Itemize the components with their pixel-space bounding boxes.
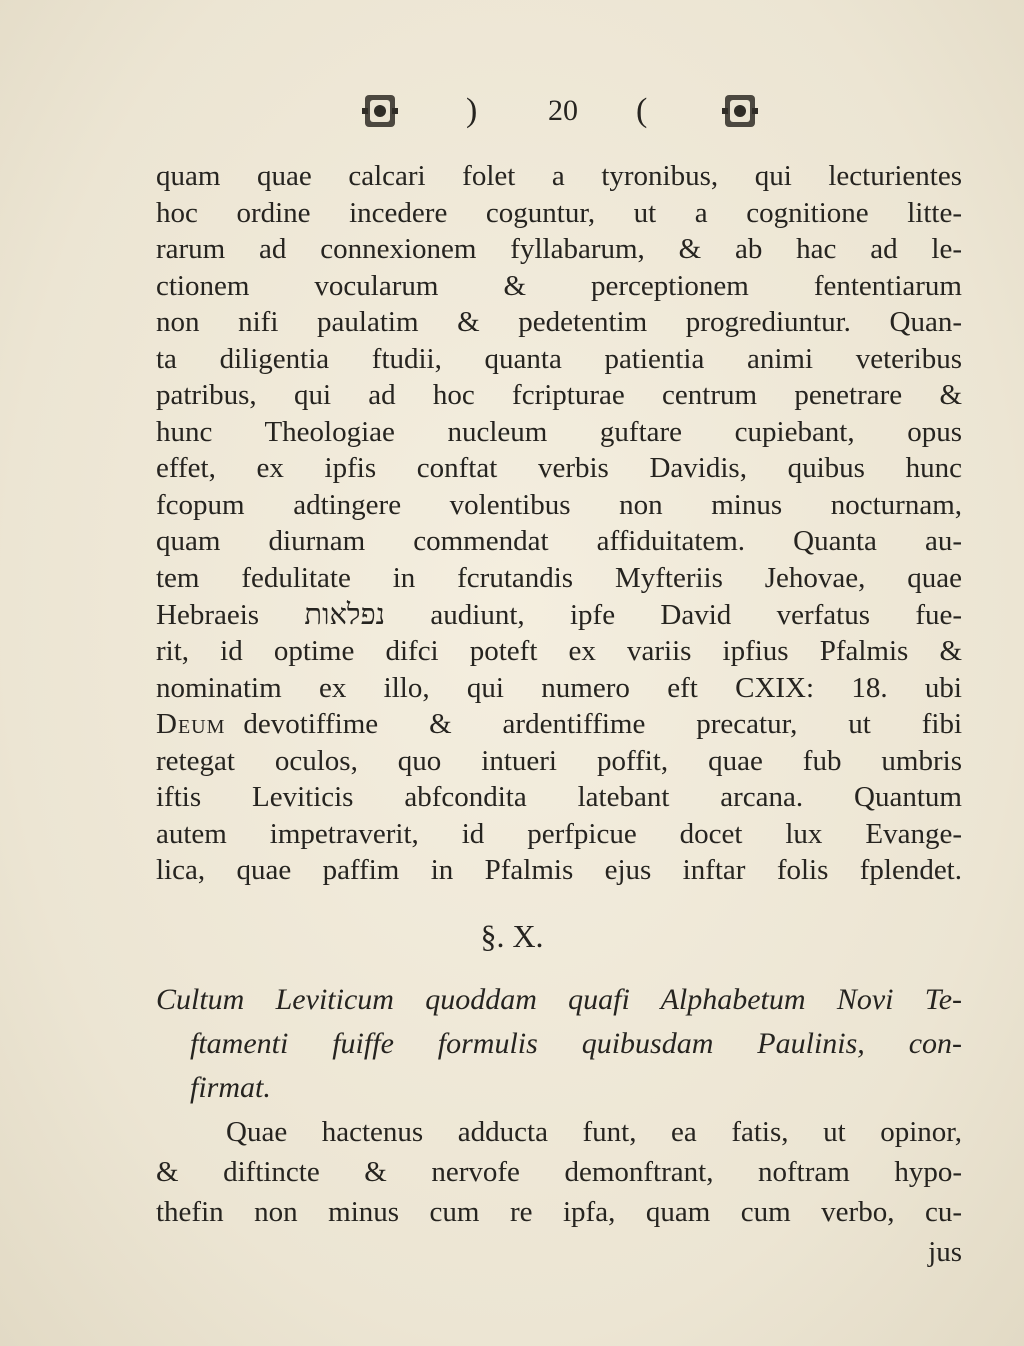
printer-ornament-icon <box>362 92 398 130</box>
text-line: rarum ad connexionem fyllabarum, & ab hac ad le- <box>156 233 962 266</box>
text-line: thefin non minus cum re ipfa, quam cum verbo, cu- <box>156 1196 962 1228</box>
catchword: jus <box>928 1236 962 1268</box>
section-summary <box>156 978 962 1110</box>
text-line: Quae hactenus adducta funt, ea fatis, ut opinor, <box>226 1116 962 1148</box>
second-paragraph <box>156 1112 962 1272</box>
summary-line: Cultum Leviticum quoddam quafi Alphabetum Novi Te- <box>156 983 962 1016</box>
text-line: iftis Leviticis abfcondita latebant arcana. Quantum <box>156 781 962 814</box>
text-line-rest: devotiffime & ardentiffime precatur, ut fibi <box>243 708 962 741</box>
text-line: Hebraeis נפלאות audiunt, ipfe David verfatus fue- <box>156 598 963 631</box>
text-line: patribus, qui ad hoc fcripturae centrum penetrare & <box>156 379 962 412</box>
section-heading: §. X. <box>480 918 544 954</box>
deum-word: Deum <box>156 708 226 741</box>
text-line: ctionem vocularum & perceptionem fententiarum <box>156 269 962 302</box>
text-line: ta diligentia ftudii, quanta patientia animi veteribus <box>156 342 962 375</box>
text-line: hoc ordine incedere coguntur, ut a cognitione litte- <box>156 196 962 229</box>
main-paragraph <box>156 158 962 889</box>
text-line: hunc Theologiae nucleum guftare cupiebant, opus <box>156 415 962 448</box>
summary-line: firmat. <box>190 1071 271 1104</box>
text-line: autem impetraverit, id perfpicue docet lux Evange- <box>156 817 962 850</box>
summary-line: ftamenti fuiffe formulis quibusdam Paulinis, con- <box>190 1027 962 1060</box>
text-line: quam quae calcari folet a tyronibus, qui lecturientes <box>156 160 962 192</box>
text-line: nominatim ex illo, qui numero eft CXIX: 18. ubi <box>156 671 962 704</box>
text-line: fcopum adtingere volentibus non minus nocturnam, <box>156 488 962 521</box>
text-line: non nifi paulatim & pedetentim progrediuntur. Quan- <box>156 306 962 339</box>
text-line-deum <box>156 706 962 743</box>
text-line: quam diurnam commendat affiduitatem. Quanta au- <box>156 525 962 558</box>
printer-ornament-icon <box>722 92 758 130</box>
header-paren-left: ) <box>466 92 478 129</box>
text-line: lica, quae paffim in Pfalmis ejus inftar folis fplendet. <box>156 854 962 887</box>
text-line: rit, id optime difci poteft ex variis ipfius Pfalmis & <box>156 635 962 668</box>
text-line: & diftincte & nervofe demonftrant, noftram hypo- <box>156 1156 962 1188</box>
header-paren-right: ( <box>636 92 648 129</box>
running-header <box>0 88 1024 138</box>
page-number: 20 <box>548 94 578 127</box>
text-line: tem fedulitate in fcrutandis Myfteriis Jehovae, quae <box>156 562 962 595</box>
text-line: retegat oculos, quo intueri poffit, quae fub umbris <box>156 744 962 777</box>
text-line: effet, ex ipfis conftat verbis Davidis, quibus hunc <box>156 452 962 485</box>
